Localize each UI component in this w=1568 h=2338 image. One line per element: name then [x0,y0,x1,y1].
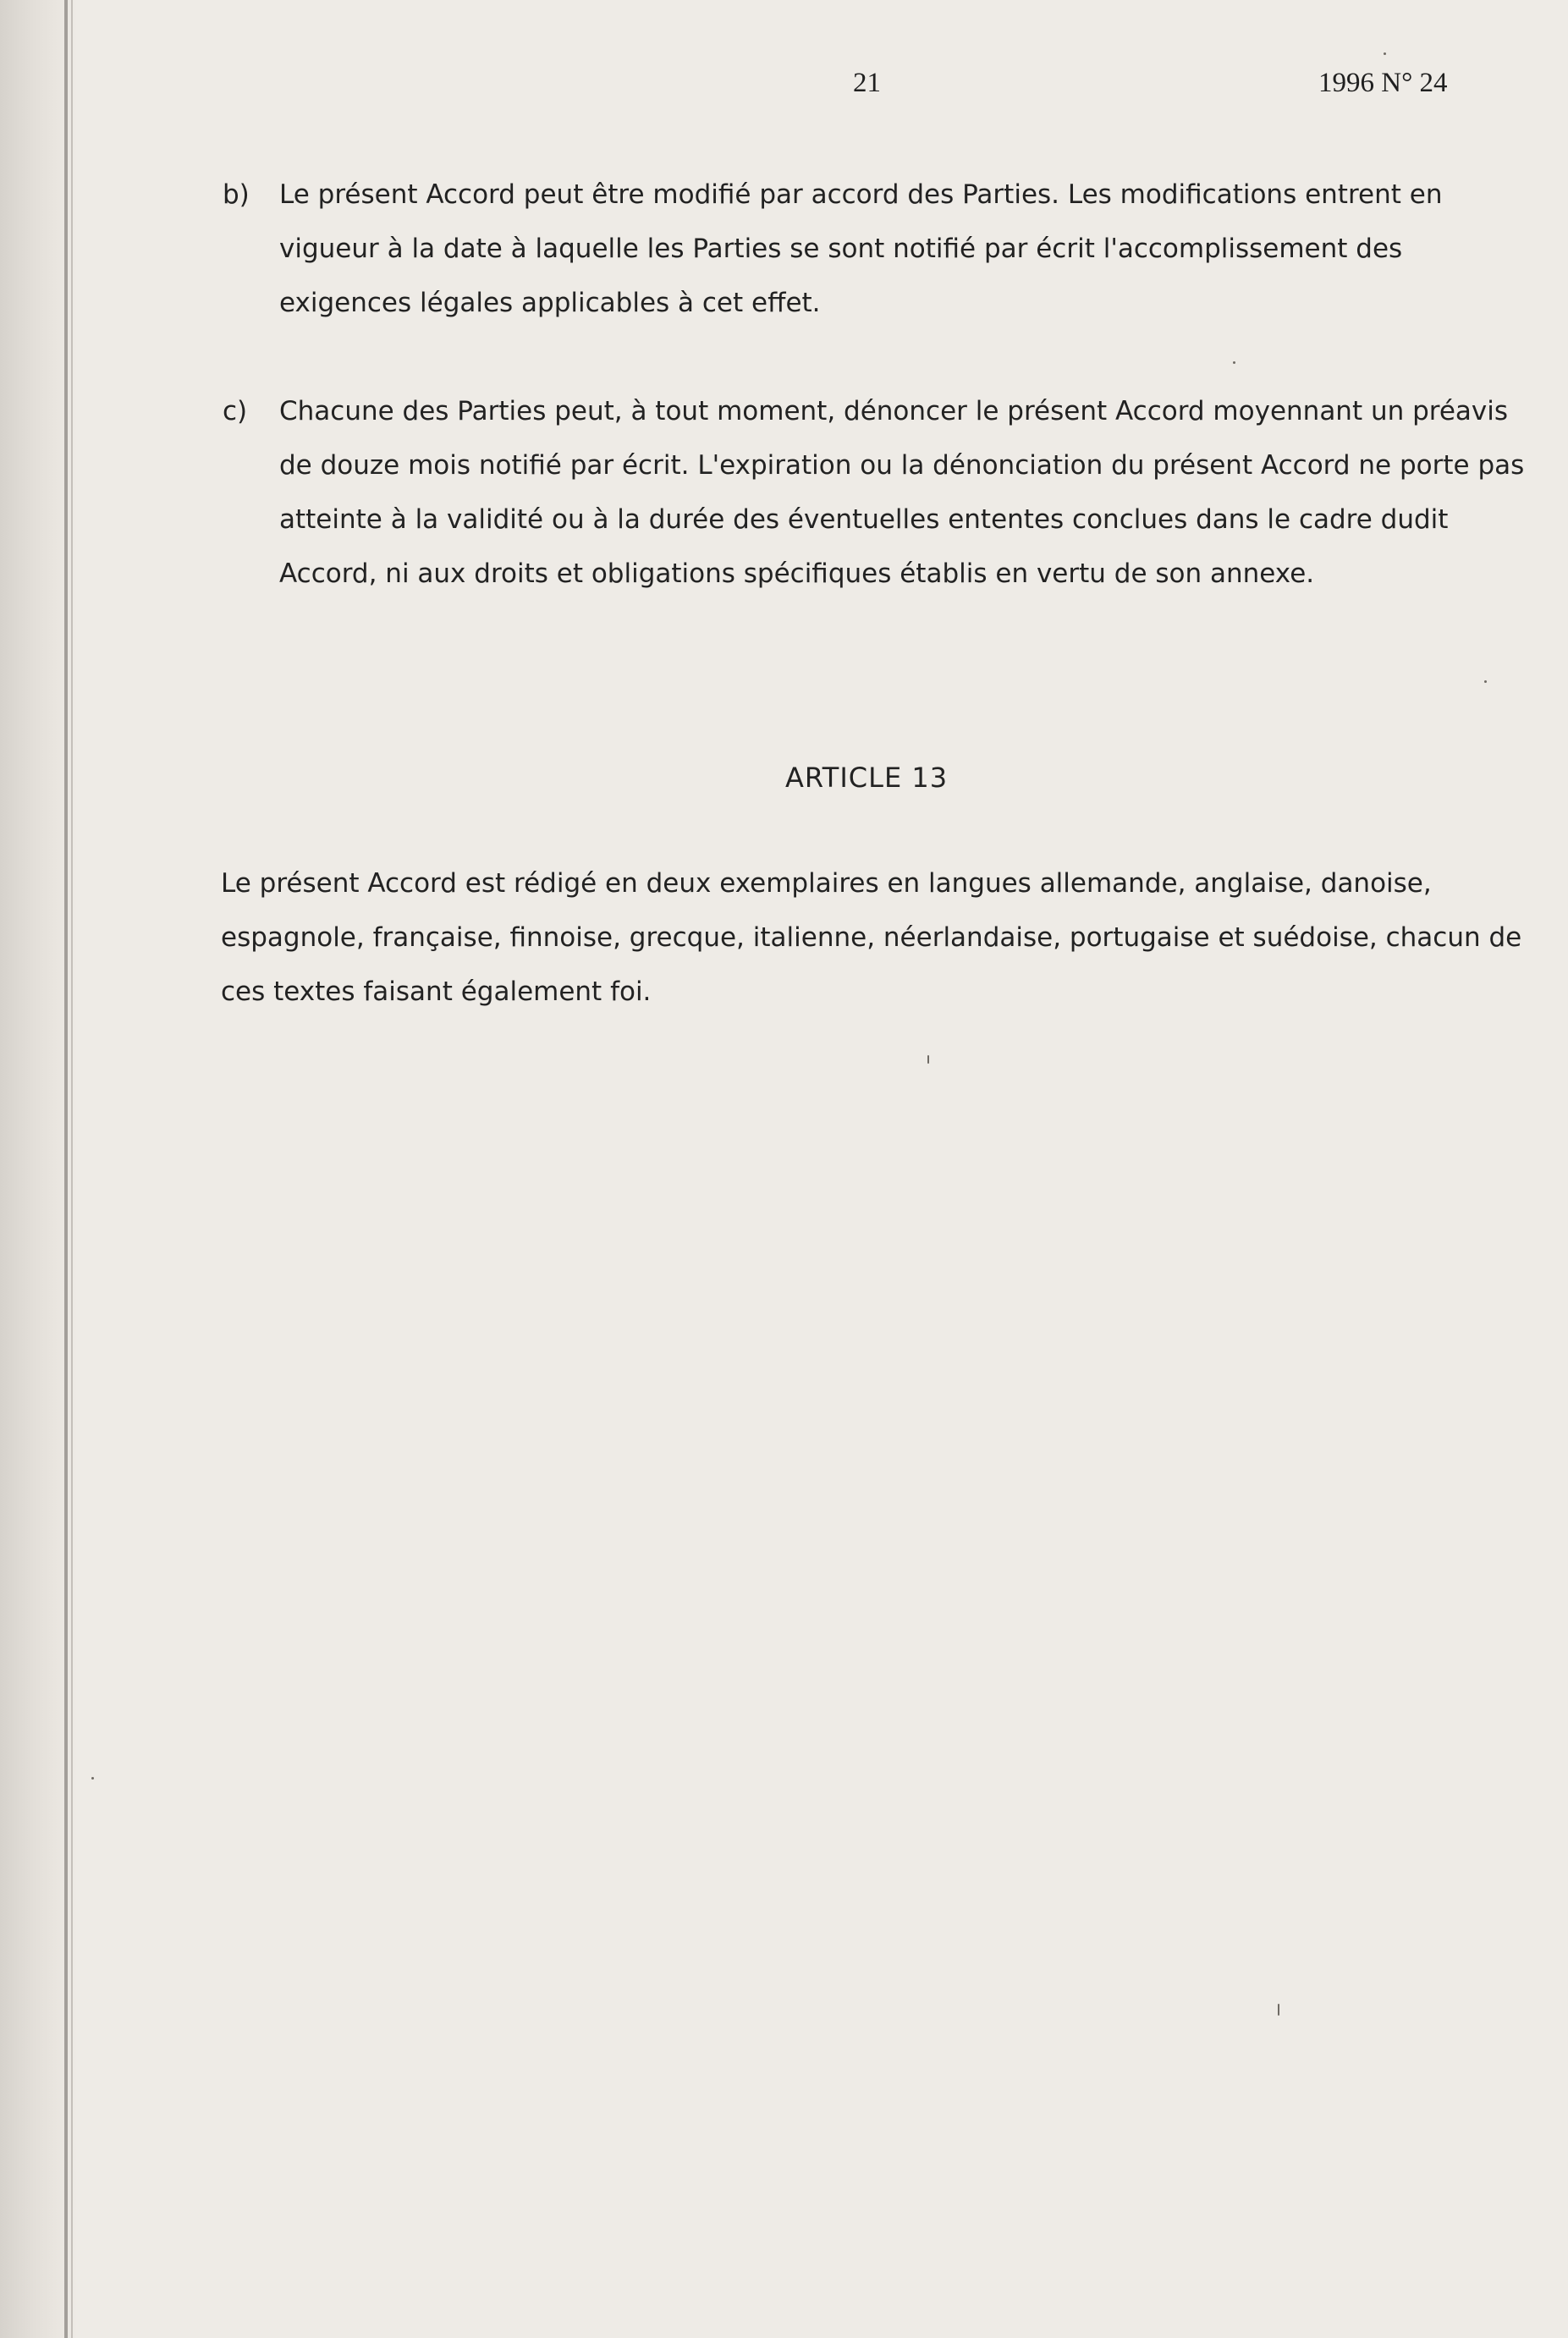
article-heading: ARTICLE 13 [785,762,949,794]
scan-speck [91,1777,94,1780]
page-number: 21 [853,68,881,98]
item-c-text: Chacune des Parties peut, à tout moment, dénoncer le présent Accord moyennant un préavis de douze mois notifié par écrit. L'expiration ou la dénonciation du présent Accord ne porte pas atteinte à la validité ou à la durée des éventuelles ententes conclues dans le cadre dudit Accord, ni aux droits et obligations spécifiques établis en vertu de son annexe. [279,396,1525,589]
item-b-marker: b) [223,179,250,210]
binding-line-secondary [71,0,73,2338]
item-c-marker: c) [223,396,248,426]
scan-speck [927,1055,929,1064]
scan-speck [1278,2004,1279,2016]
binding-line [64,0,68,2338]
scan-speck [1384,52,1386,55]
article-body: Le présent Accord est rédigé en deux exemplaires en langues allemande, anglaise, danoise, espagnole, française, finnoise, grecque, italienne, néerlandaise, portugaise et suédoise, chacun de ces textes faisant également foi. [221,868,1522,1007]
item-b-text: Le présent Accord peut être modifié par accord des Parties. Les modifications entrent en vigueur à la date à laquelle les Parties se sont notifié par écrit l'accomplissement des exigences légales applicables à cet effet. [279,179,1443,318]
scan-speck [1484,680,1487,683]
scan-speck [1233,361,1235,364]
document-reference: 1996 N° 24 [1318,68,1448,98]
